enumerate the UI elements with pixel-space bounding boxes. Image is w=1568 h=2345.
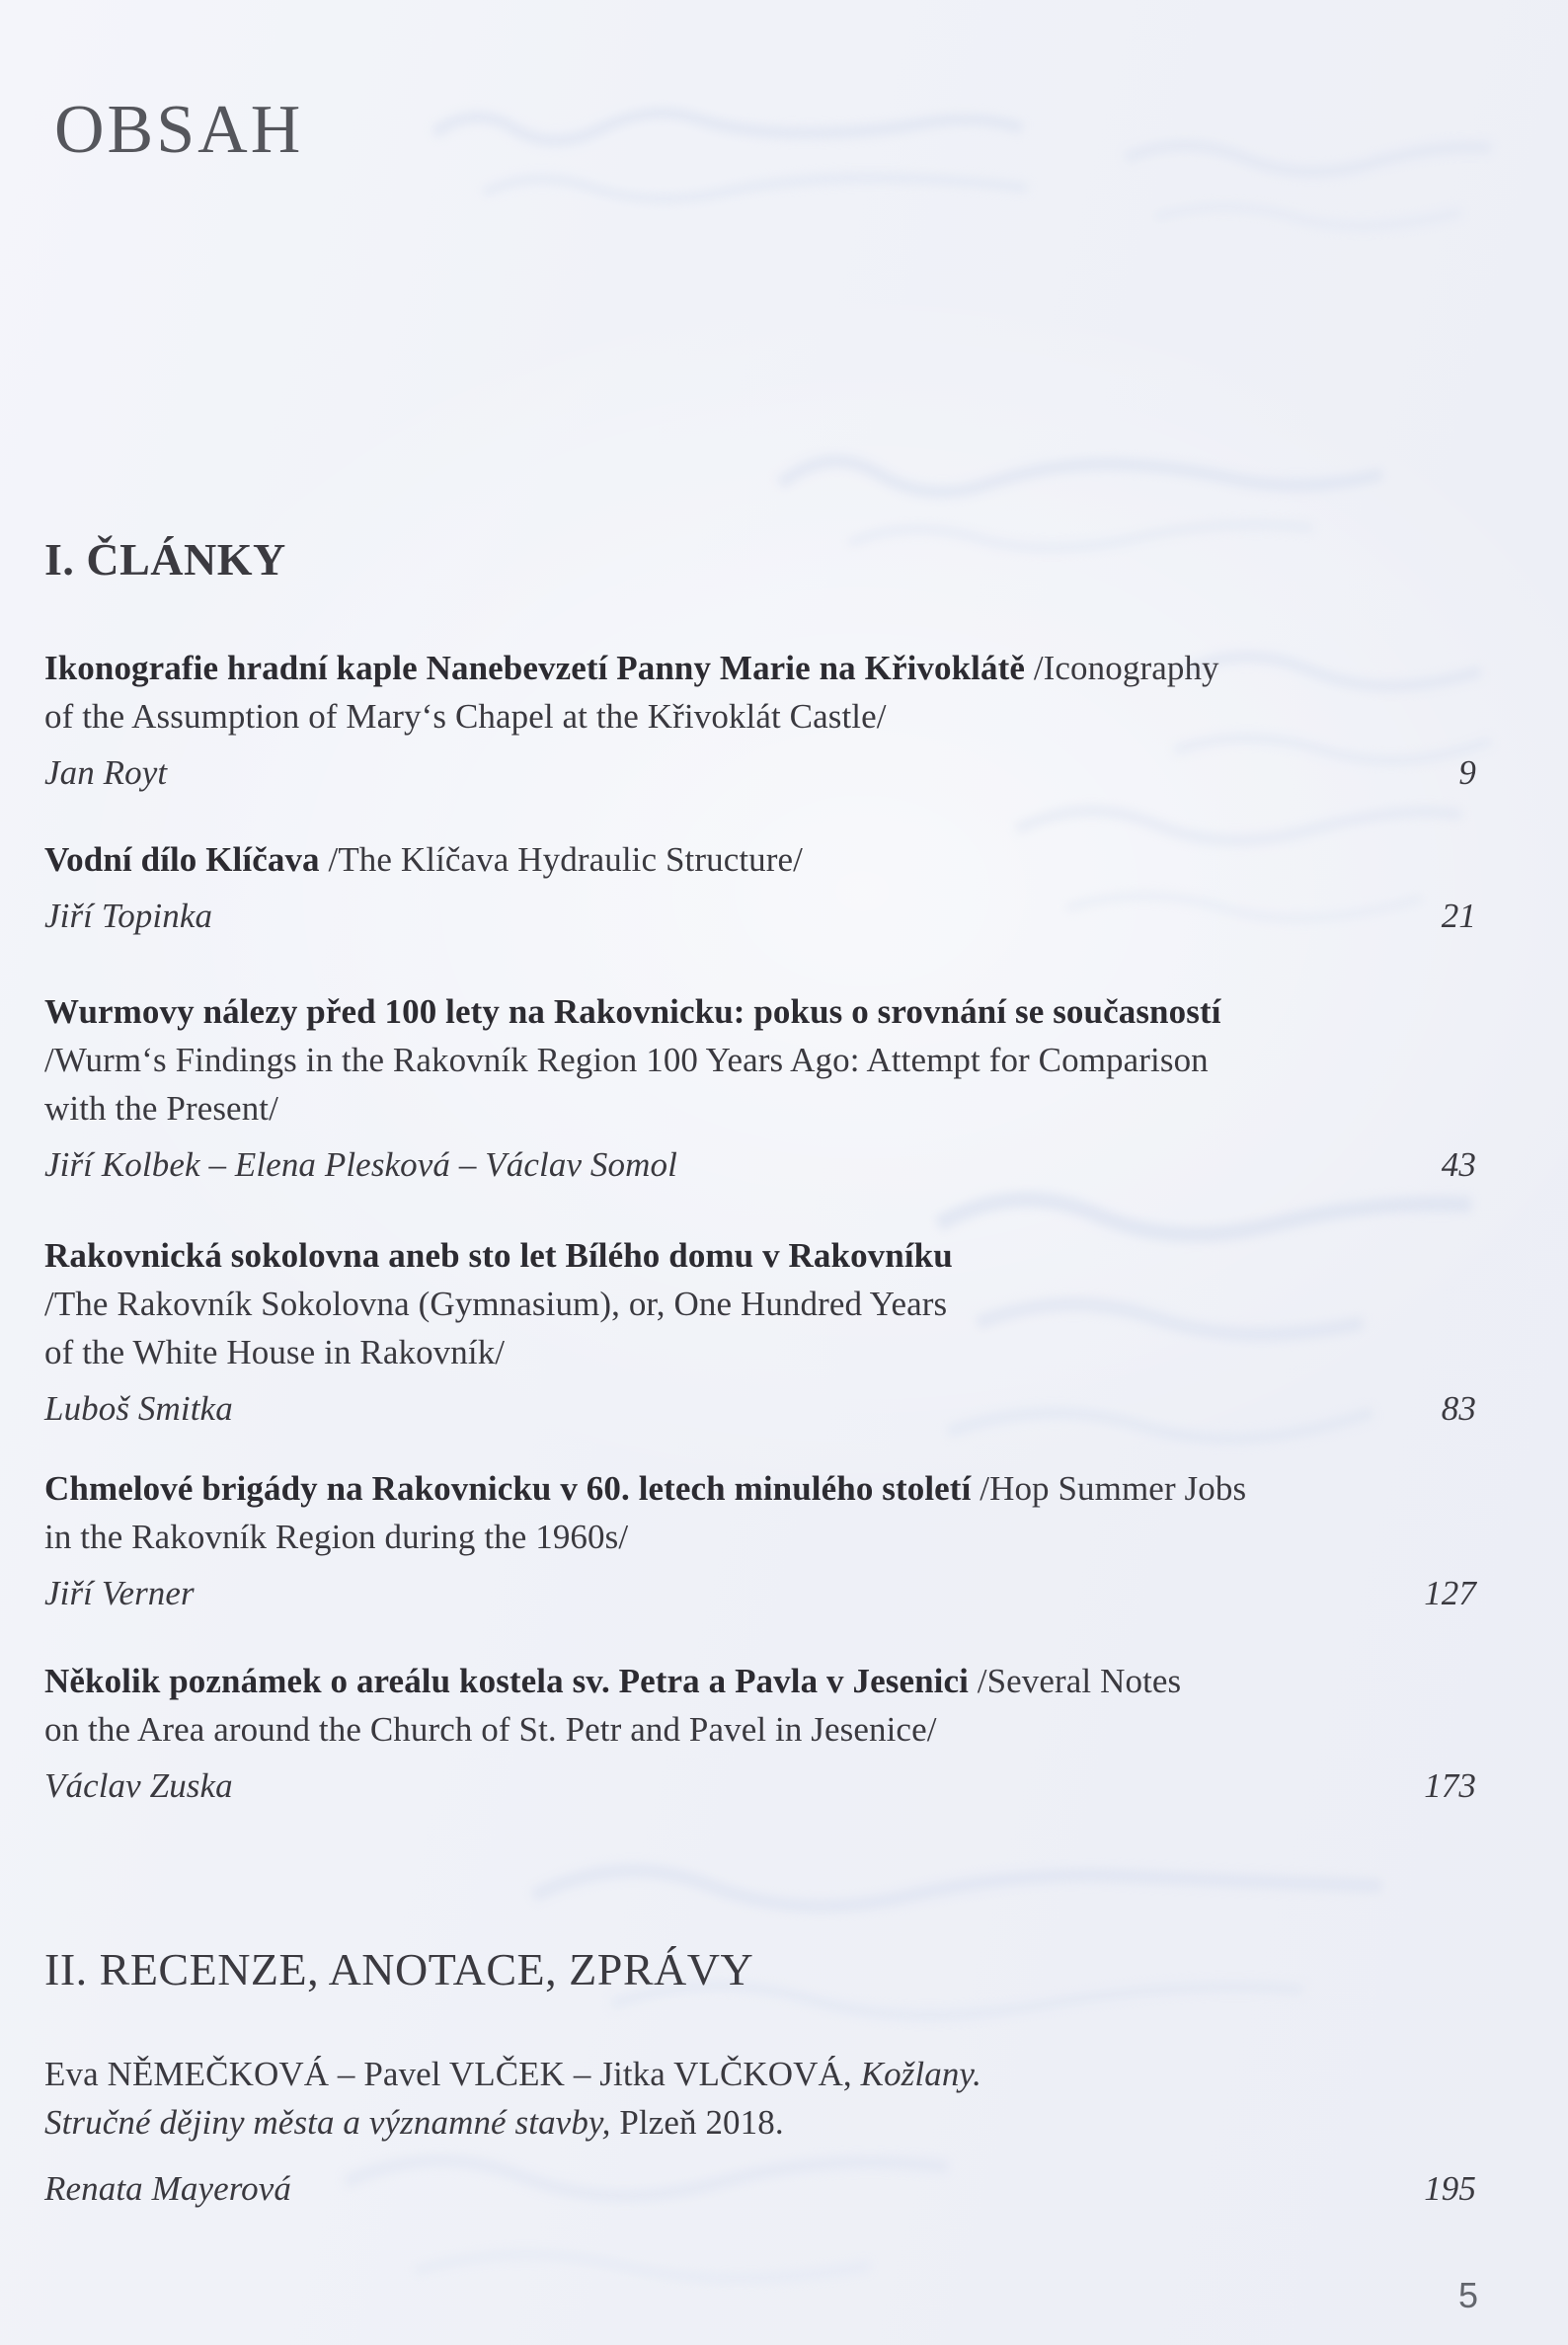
entry-authors: Jan Royt: [44, 753, 168, 792]
entry-title-czech: Chmelové brigády na Rakovnicku v 60. letech minulého století: [44, 1469, 972, 1508]
entry-title-line: [44, 644, 1476, 692]
entry-meta-row: [44, 892, 1476, 940]
entry-page-number: 43: [1441, 1145, 1476, 1184]
toc-entry: [44, 1464, 1476, 1617]
toc-entry: [44, 987, 1476, 1189]
toc-entry: [44, 1231, 1476, 1433]
entry-page-number: 83: [1441, 1389, 1476, 1428]
entry-page-number: 195: [1424, 2169, 1476, 2208]
entry-title-czech: Wurmovy nálezy před 100 lety na Rakovnicku: pokus o srovnání se současností: [44, 992, 1221, 1031]
toc-entry: [44, 644, 1476, 797]
section-heading-reviews: II. RECENZE, ANOTACE, ZPRÁVY: [44, 1944, 754, 1994]
entry-title-line: [44, 987, 1476, 1036]
entry-title-english: /Hop Summer Jobs: [971, 1469, 1247, 1508]
entry-authors: Václav Zuska: [44, 1766, 233, 1805]
entry-title-english: in the Rakovník Region during the 1960s/: [44, 1518, 629, 1556]
entry-authors: Luboš Smitka: [44, 1389, 233, 1428]
entry-title-czech: Vodní dílo Klíčava: [44, 840, 320, 879]
entry-title-line: [44, 835, 1476, 884]
entry-title-line: [44, 2050, 1476, 2098]
entry-authors: Jiří Kolbek – Elena Plesková – Václav Somol: [44, 1145, 677, 1184]
entry-title-line: [44, 1705, 1476, 1754]
entry-page-number: 127: [1424, 1574, 1476, 1612]
entry-authors: Jiří Topinka: [44, 897, 213, 935]
entry-title-line: [44, 1464, 1476, 1513]
entry-title-line: [44, 1513, 1476, 1561]
entry-title-english: of the Assumption of Mary‘s Chapel at the Křivoklát Castle/: [44, 697, 887, 736]
entry-title-line: [44, 2098, 1476, 2147]
entry-title-english: /Several Notes: [968, 1662, 1182, 1700]
entry-title-english: of the White House in Rakovník/: [44, 1333, 506, 1371]
entry-title-line: [44, 1657, 1476, 1705]
folio-page-number: 5: [1457, 2275, 1478, 2315]
show-through-ink: [425, 74, 1136, 232]
show-through-ink: [770, 415, 1442, 583]
entry-page-number: 173: [1424, 1766, 1476, 1805]
section-heading-articles: I. ČLÁNKY: [44, 534, 286, 585]
entry-title-english: with the Present/: [44, 1089, 278, 1128]
entry-title-english: /Wurm‘s Findings in the Rakovník Region 100 Years Ago: Attempt for Comparison: [44, 1041, 1209, 1079]
entry-title-line: [44, 1231, 1476, 1280]
entry-page-number: 21: [1441, 897, 1476, 935]
entry-review-title: Kožlany.: [860, 2055, 981, 2093]
entry-title-line: [44, 1036, 1476, 1084]
entry-title-english: /Iconography: [1024, 649, 1219, 687]
entry-review-subtitle: Stručné dějiny města a významné stavby,: [44, 2103, 611, 2142]
entry-title-line: [44, 1084, 1476, 1133]
toc-entry: [44, 2050, 1476, 2213]
entry-meta-row: [44, 1384, 1476, 1433]
entry-title-line: [44, 1280, 1476, 1328]
entry-meta-row: [44, 2164, 1476, 2213]
toc-entry: [44, 835, 1476, 940]
page-title: OBSAH: [54, 92, 304, 168]
show-through-ink: [1116, 118, 1511, 257]
entry-title-english: /The Rakovník Sokolovna (Gymnasium), or, One Hundred Years: [44, 1285, 948, 1323]
entry-title-czech: Ikonografie hradní kaple Nanebevzetí Panny Marie na Křivoklátě: [44, 649, 1025, 687]
entry-review-imprint: Plzeň 2018.: [610, 2103, 784, 2142]
entry-title-english: /The Klíčava Hydraulic Structure/: [319, 840, 803, 879]
entry-meta-row: [44, 1569, 1476, 1617]
entry-title-english: on the Area around the Church of St. Petr and Pavel in Jesenice/: [44, 1710, 937, 1749]
entry-title-czech: Rakovnická sokolovna aneb sto let Bílého domu v Rakovníku: [44, 1236, 953, 1275]
entry-title-line: [44, 1328, 1476, 1376]
entry-meta-row: [44, 1140, 1476, 1189]
entry-authors: Renata Mayerová: [44, 2169, 291, 2208]
entry-meta-row: [44, 748, 1476, 797]
entry-page-number: 9: [1458, 753, 1476, 792]
entry-title-czech: Několik poznámek o areálu kostela sv. Petra a Pavla v Jesenici: [44, 1662, 969, 1700]
toc-entry: [44, 1657, 1476, 1810]
entry-authors: Jiří Verner: [44, 1574, 195, 1612]
entry-review-authors: Eva NĚMEČKOVÁ – Pavel VLČEK – Jitka VLČKOVÁ,: [44, 2055, 861, 2093]
entry-title-line: [44, 692, 1476, 741]
entry-meta-row: [44, 1761, 1476, 1810]
